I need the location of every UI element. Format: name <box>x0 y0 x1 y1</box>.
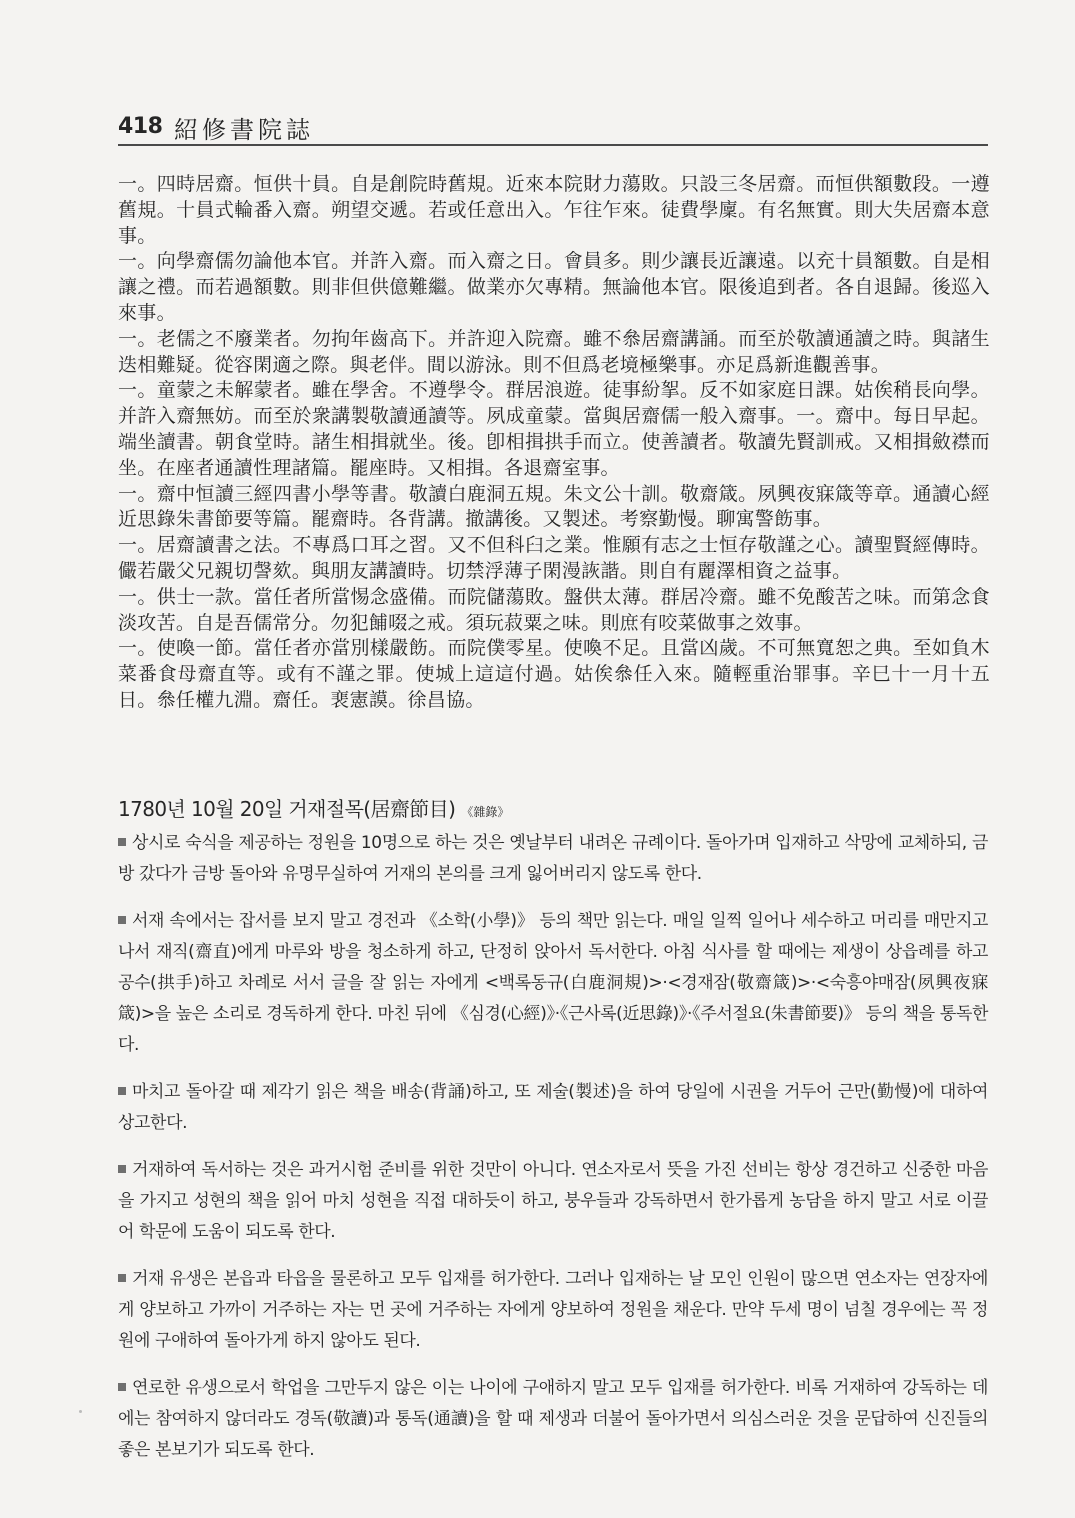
hanmun-paragraph: 一。四時居齋。恒供十員。自是創院時舊規。近來本院財力蕩敗。只設三冬居齋。而恒供額數段。一遵舊規。十員式輪番入齋。朔望交遞。若或任意出入。乍往乍來。徒費學廩。有名無實。則大失居齋本意事。 <box>118 173 990 247</box>
square-bullet-icon <box>118 1087 126 1095</box>
hanmun-paragraph: 一。老儒之不廢業者。勿拘年齒高下。并許迎入院齋。雖不叅居齋講誦。而至於敬讀通讀之時。與諸生迭相難疑。從容閑適之際。與老伴。間以游泳。則不但爲老境極樂事。亦足爲新進觀善事。 <box>118 327 990 376</box>
square-bullet-icon <box>118 1165 126 1173</box>
hanmun-paragraph: 一。供士一款。當任者所當惕念盛備。而院儲蕩敗。盤供太薄。群居冷齋。雖不免酸苦之味。而第念食淡攻苦。自是吾儒常分。勿犯餔啜之戒。須玩菽粟之味。則庶有咬菜做事之效事。 <box>118 585 990 634</box>
translation-text: 마치고 돌아갈 때 제각기 읽은 책을 배송(背誦)하고, 또 제술(製述)을 하여 당일에 시권을 거두어 근만(勤慢)에 대하여 상고한다. <box>118 1082 988 1133</box>
translation-paragraph <box>118 906 988 1061</box>
translation-paragraph <box>118 1264 988 1357</box>
book-title: 紹修書院誌 <box>174 116 314 144</box>
translation-text: 연로한 유생으로서 학업을 그만두지 않은 이는 나이에 구애하지 말고 모두 입재를 허가한다. 비록 거재하여 강독하는 데에는 참여하지 않더라도 경독(敬讀)과 통독(通讀)을 할 때 제생과 더불어 돌아가면서 의심스러운 것을 문답하여 신진들의 좋은 본보기가 되도록 한다. <box>118 1378 988 1460</box>
translation-paragraph <box>118 1373 988 1466</box>
classical-chinese-text <box>118 172 990 714</box>
translation-paragraph <box>118 1155 988 1248</box>
translation-paragraph <box>118 828 988 890</box>
translation-text: 상시로 숙식을 제공하는 정원을 10명으로 하는 것은 옛날부터 내려온 규례이다. 돌아가며 입재하고 삭망에 교체하되, 금방 갔다가 금방 돌아와 유명무실하여 거재의 본의를 크게 잃어버리지 않도록 한다. <box>118 833 988 884</box>
hanmun-paragraph: 一。向學齋儒勿論他本官。并許入齋。而入齋之日。會員多。則少讓長近讓遠。以充十員額數。自是相讓之禮。而若過額數。則非但供億難繼。做業亦欠專精。無論他本官。限後追到者。各自退歸。後巡入來事。 <box>118 250 990 324</box>
page-number: 418 <box>118 114 163 139</box>
korean-translation <box>118 798 988 1482</box>
hanmun-paragraph: 一。居齋讀書之法。不專爲口耳之習。又不但科臼之業。惟願有志之士恒存敬謹之心。讀聖賢經傳時。儼若嚴父兄親切謦欬。與朋友講讀時。切禁浮薄子閑漫詼諧。則自有麗澤相資之益事。 <box>118 534 990 582</box>
hanmun-paragraph: 一。齋中恒讀三經四書小學等書。敬讀白鹿洞五規。朱文公十訓。敬齋箴。夙興夜寐箴等章。通讀心經近思錄朱書節要等篇。罷齋時。各背講。撤講後。又製述。考察勤慢。聊寓警飭事。 <box>118 482 990 531</box>
paper-speck <box>79 1410 82 1413</box>
square-bullet-icon <box>118 916 126 924</box>
section-title: 1780년 10월 20일 거재절목(居齋節目) <box>118 797 456 821</box>
square-bullet-icon <box>118 1274 126 1282</box>
translation-text: 거재하여 독서하는 것은 과거시험 준비를 위한 것만이 아니다. 연소자로서 뜻을 가진 선비는 항상 경건하고 신중한 마음을 가지고 성현의 책을 읽어 마치 성현을 직접 대하듯이 하고, 붕우들과 강독하면서 한가롭게 농담을 하지 말고 서로 이끌어 학문에 도움이 되도록 한다. <box>118 1160 988 1242</box>
square-bullet-icon <box>118 1383 126 1391</box>
translation-text: 서재 속에서는 잡서를 보지 말고 경전과 《소학(小學)》 등의 책만 읽는다. 매일 일찍 일어나 세수하고 머리를 매만지고 나서 재직(齋直)에게 마루와 방을 청소하게 하고, 단정히 앉아서 독서한다. 아침 식사를 할 때에는 제생이 상읍례를 하고 공수(拱手)하고 차례로 서서 글을 잘 읽는 자에게 <백록동규(白鹿洞規)>·<경재잠(敬齋箴)>·<숙흥야매잠(夙興夜寐箴)>을 높은 소리로 경독하게 한다. 마친 뒤에 《심경(心經)》·《근사록(近思錄)》·《주서절요(朱書節要)》 등의 책을 통독한다. <box>118 911 988 1055</box>
running-header <box>118 108 988 146</box>
translation-paragraph <box>118 1077 988 1139</box>
section-source: 《雜錄》 <box>461 805 510 819</box>
square-bullet-icon <box>118 838 126 846</box>
hanmun-paragraph: 一。童蒙之未解蒙者。雖在學舍。不遵學令。群居浪遊。徒事紛挐。反不如家庭日課。姑俟稍長向學。并許入齋無妨。而至於衆講製敬讀通讀等。夙成童蒙。當與居齋儒一般入齋事。一。齋中。每日早起。端坐讀書。朝食堂時。諸生相揖就坐。後。卽相揖拱手而立。使善讀者。敬讀先賢訓戒。又相揖斂襟而坐。在座者通讀性理諸篇。罷座時。又相揖。各退齋室事。 <box>118 379 990 479</box>
hanmun-paragraph: 一。使喚一節。當任者亦當別樣嚴飭。而院僕零星。使喚不足。且當凶歲。不可無寬恕之典。至如負木菜番食母齋直等。或有不謹之罪。使城上這這付過。姑俟叅任入來。隨輕重治罪事。辛巳十一月十五日。叅任權九淵。齋任。裵憲謨。徐昌協。 <box>118 637 990 711</box>
translation-text: 거재 유생은 본읍과 타읍을 물론하고 모두 입재를 허가한다. 그러나 입재하는 날 모인 인원이 많으면 연소자는 연장자에게 양보하고 가까이 거주하는 자는 먼 곳에 거주하는 자에게 양보하여 정원을 채운다. 만약 두세 명이 넘칠 경우에는 꼭 정원에 구애하여 돌아가게 하지 않아도 된다. <box>118 1269 988 1351</box>
